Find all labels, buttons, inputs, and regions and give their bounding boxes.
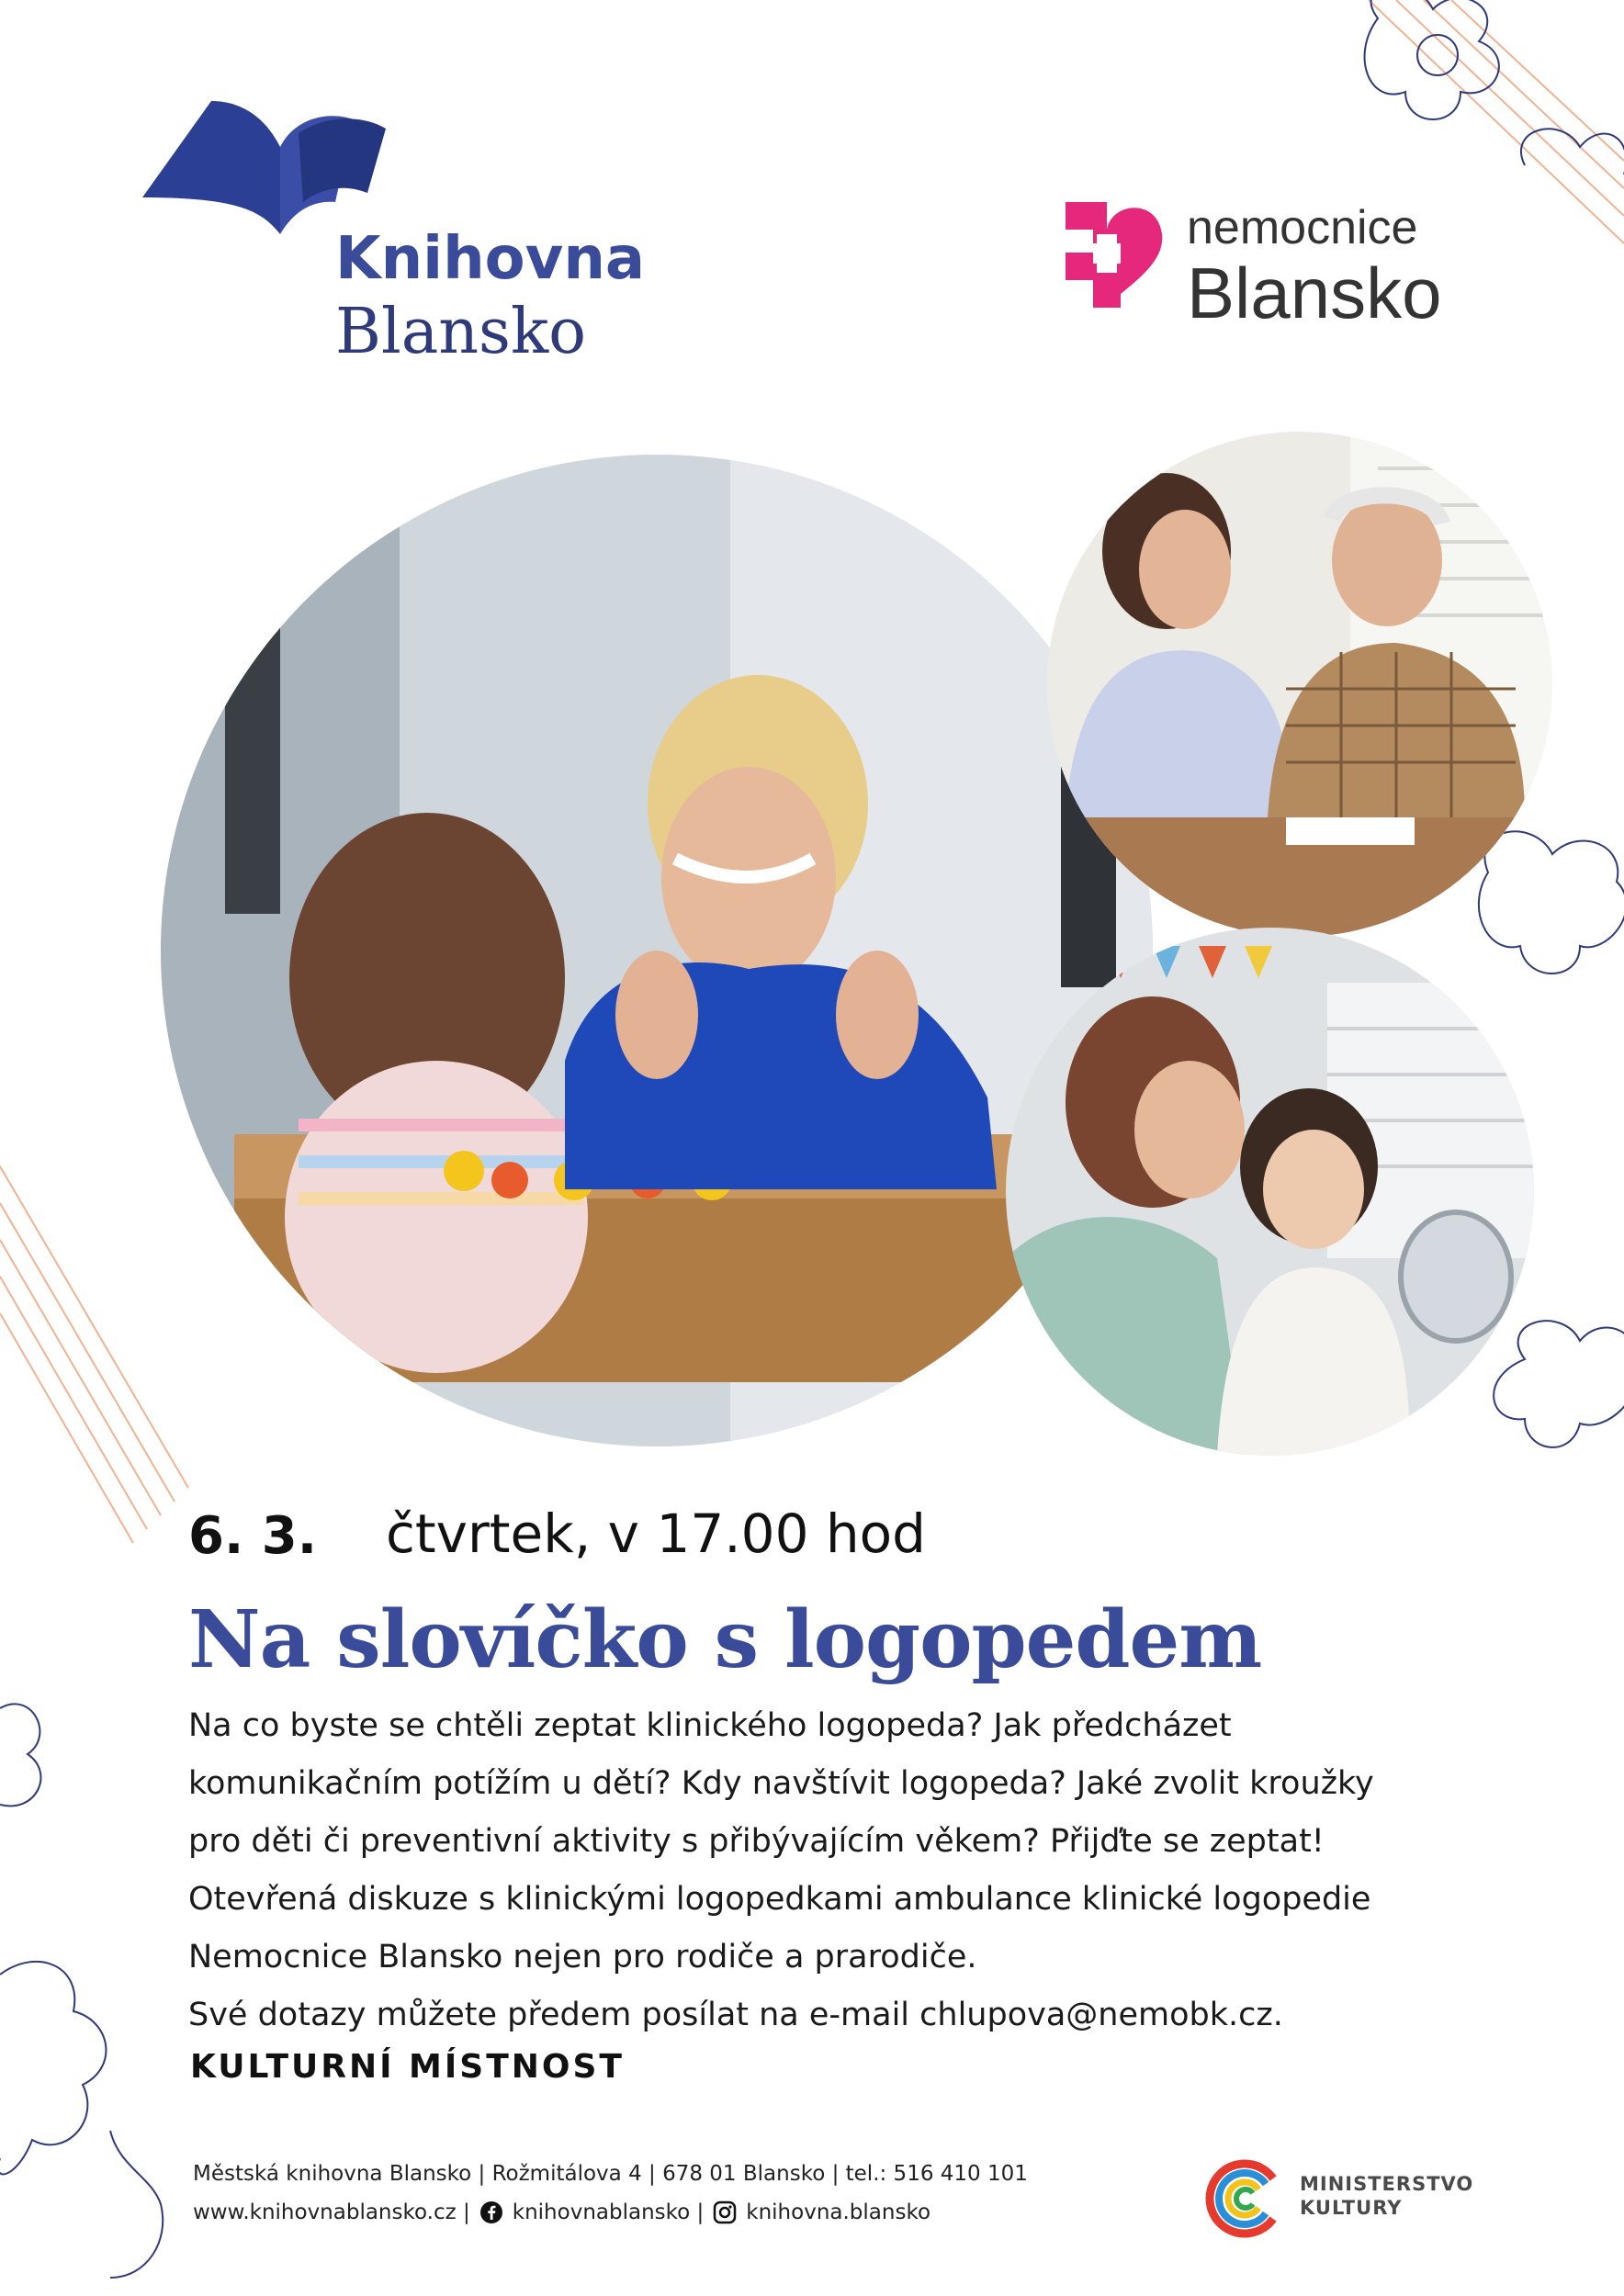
event-description (188, 1697, 1493, 2044)
ministry-line-1: MINISTERSTVO (1300, 2173, 1474, 2195)
footer-links (193, 2200, 930, 2224)
facebook-icon (479, 2200, 503, 2224)
library-name: Knihovna (335, 225, 646, 293)
ministry-of-culture-logo-icon (1203, 2156, 1288, 2241)
footer-address: Městská knihovna Blansko | Rožmitálova 4 | 678 01 Blansko | tel.: 516 410 101 (193, 2162, 1028, 2186)
footer-facebook-link[interactable]: knihovnablansko | (512, 2200, 705, 2224)
nurse-with-elderly-man-photo (1047, 432, 1552, 937)
mother-with-girl-exercise-photo (1006, 928, 1534, 1456)
open-book-icon (138, 92, 390, 239)
library-city: Blansko (335, 296, 587, 368)
description-line: komunikačním potížím u dětí? Kdy navštívit logopeda? Jaké zvolit kroužky (188, 1765, 1374, 1802)
event-title: Na slovíčko s logopedem (188, 1593, 1262, 1686)
event-venue: KULTURNÍ MÍSTNOST (190, 2048, 625, 2086)
description-line: Nemocnice Blansko nejen pro rodiče a prarodiče. (188, 1939, 977, 1975)
instagram-icon (713, 2200, 737, 2224)
description-line: Své dotazy můžete předem posílat na e-mail chlupova@nemobk.cz. (188, 1997, 1283, 2033)
description-line: Na co byste se chtěli zeptat klinického logopeda? Jak předcházet (188, 1707, 1232, 1744)
event-date: 6. 3. (188, 1506, 317, 1566)
ministry-line-2: KULTURY (1300, 2197, 1403, 2219)
footer-website-link[interactable]: www.knihovnablansko.cz | (193, 2200, 470, 2224)
description-line: pro děti či preventivní aktivity s přibývajícím věkem? Přijďte se zeptat! (188, 1823, 1325, 1860)
therapist-with-child-photo (161, 455, 1153, 1446)
ministry-of-culture-label (1300, 2172, 1473, 2220)
hospital-name-top: nemocnice (1187, 201, 1418, 254)
medical-cross-heart-icon (1056, 193, 1171, 317)
description-line: Otevřená diskuze s klinickými logopedkami ambulance klinické logopedie (188, 1881, 1371, 1918)
event-time: čtvrtek, v 17.00 hod (386, 1503, 926, 1565)
footer-instagram-link[interactable]: knihovna.blansko (746, 2200, 931, 2224)
hospital-name-bottom: Blansko (1187, 253, 1442, 333)
